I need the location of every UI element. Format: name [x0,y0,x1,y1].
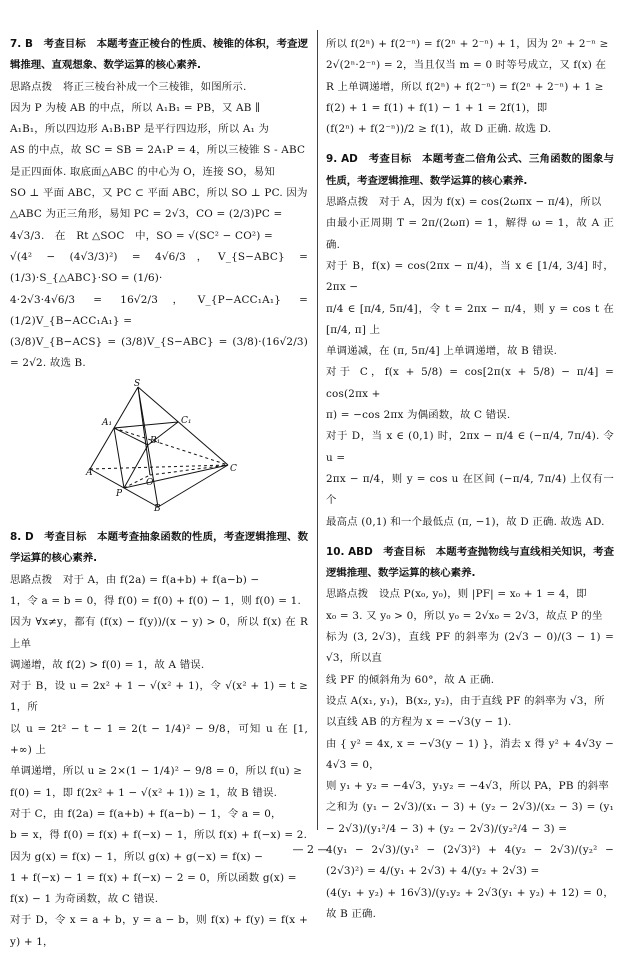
q10-line: 设点 A(x₁, y₁)，B(x₂, y₂)，由于直线 PF 的斜率为 √3，所 [326,694,605,707]
q9-line: 思路点拨 对于 A，因为 f(x) = cos(2ωπx − π/4)，所以 [326,196,602,209]
page-number: — 2 — [292,843,329,856]
q8-line: b = x，得 f(0) = f(x) + f(−x) − 1，所以 f(x) + f(−x) = 2. [10,829,308,842]
q10-line: 线 PF 的倾斜角为 60°，故 A 正确. [326,673,495,686]
q7-line: 4√3/3. 在 Rt △SOC 中，SO = √(SC² − CO²) = [10,229,273,242]
label-C: C [230,463,237,474]
q9-line: 由最小正周期 T = 2π/(2ωπ) = 1，解得 ω = 1，故 A 正确. [326,217,614,251]
q8-cont-line: 2√(2ⁿ·2⁻ⁿ) = 2，当且仅当 m = 0 时等号成立，又 f(x) 在 [326,59,607,72]
q8-cont-line: f(2) + 1 = f(1) + f(1) − 1 + 1 = 2f(1)，即 [326,101,548,114]
q7-line: AS 的中点，故 SC = SB = 2A₁P = 4，所以三棱锥 S - ABC [10,144,306,157]
q8-line: 对于 B，设 u = 2x² + 1 − √(x² + 1)，令 √(x² + 1) = t ≥ 1，所 [10,680,308,714]
q7-line: 是正四面体. 取底面△ABC 的中心为 O，连接 SO，易知 [10,165,275,178]
q8-line: 因为 g(x) = f(x) − 1，所以 g(x) + g(−x) = f(x) − [10,850,264,863]
q8-cont-line: R 上单调递增，所以 f(2ⁿ) + f(2⁻ⁿ) = f(2ⁿ + 2⁻ⁿ) + 1 ≥ [326,80,604,93]
q10-line: 则 y₁ + y₂ = −4√3，y₁y₂ = −4√3，所以 PA，PB 的斜率 [326,780,609,793]
label-A: A [86,467,93,478]
label-O: O [146,477,154,488]
q9-line: 最高点 (0,1) 和一个最低点 (π, −1)，故 D 正确. 故选 AD. [326,515,605,528]
label-C1: C₁ [181,415,192,426]
q10-line: 以直线 AB 的方程为 x = −√3(y − 1). [326,716,512,729]
q10-line: (4(y₁ + y₂) + 16√3)/(y₁y₂ + 2√3(y₁ + y₂) + 12) = 0，故 B 正确. [326,886,614,920]
q7-line: △ABC 为正三角形，易知 PC = 2√3，CO = (2/3)PC = [10,208,283,221]
q8-line: f(0) = 1，即 f(2x² + 1 − √(x² + 1)) ≥ 1，故 B 错误. [10,786,278,799]
label-S: S [134,378,141,389]
q7-line: √(4² − (4√3/3)²) = 4√6/3，V_{S−ABC} = (1/3)·S_{△ABC}·SO = (1/6)· [10,250,308,285]
q7-line: A₁B₁，所以四边形 A₁B₁BP 是平行四边形，所以 A₁ 为 [10,123,270,136]
q10-line: 4(y₁ − 2√3)/(y₁² − (2√3)²) + 4(y₂ − 2√3)/(y₂² − (2√3)²) = 4/(y₁ + 2√3) + 4/(y₂ + 2√3) = [326,843,614,878]
column-divider [317,30,318,830]
q9-heading: 9. AD 考查目标 本题考查二倍角公式、三角函数的图象与性质，考查逻辑推理、数学运算的核心素养. [326,153,614,187]
label-P: P [116,488,123,499]
left-column [10,34,308,953]
q8-line: 以 u = 2t² − t − 1 = 2(t − 1/4)² − 9/8，可知 u 在 [1, +∞) 上 [10,722,308,757]
q9-line: 对于 C，f(x + 5/8) = cos[2π(x + 5/8) − π/4] = cos(2πx + [326,366,614,400]
q7-line: 4·2√3·4√6/3 = 16√2/3，V_{P−ACC₁A₁} = (1/2)V_{B−ACC₁A₁} = [10,293,308,327]
q10-line: 由 { y² = 4x, x = −√3(y − 1) }，消去 x 得 y² + 4√3y − 4√3 = 0， [326,737,614,771]
q8-line: 1 + f(−x) − 1 = f(x) + f(−x) − 2 = 0，所以函数 g(x) = [10,871,297,884]
q8-line: 调递增，故 f(2) > f(0) = 1，故 A 错误. [10,658,205,671]
q8-line: f(x) − 1 为奇函数，故 C 错误. [10,893,159,906]
label-B: B [154,503,161,514]
q9-line: π/4 ∈ [π/4, 5π/4]，令 t = 2πx − π/4，则 y = cos t 在 [π/4, π] 上 [326,302,614,336]
q10-heading: 10. ABD 考查目标 本题考查抛物线与直线相关知识，考查逻辑推理、数学运算的核心素养. [326,545,614,580]
q9-line: π) = −cos 2πx 为偶函数，故 C 错误. [326,409,511,422]
q8-cont-line: (f(2ⁿ) + f(2⁻ⁿ))/2 ≥ f(1)，故 D 正确. 故选 D. [326,123,552,136]
q8-line: 1，令 a = b = 0，得 f(0) = f(0) + f(0) − 1，则 f(0) = 1. [10,594,301,607]
q8-heading: 8. D 考查目标 本题考查抽象函数的性质，考查逻辑推理、数学运算的核心素养. [10,531,308,565]
q8-line: 单调递增，所以 u ≥ 2×(1 − 1/4)² − 9/8 = 0，所以 f(u) ≥ [10,765,303,778]
q9-line: 2πx − π/4，则 y = cos u 在区间 (−π/4, 7π/4) 上仅有一个 [326,472,614,507]
q10-line: 之和为 (y₁ − 2√3)/(x₁ − 3) + (y₂ − 2√3)/(x₂ − 3) = (y₁ − 2√3)/(y₁²/4 − 3) + (y₂ − 2√3)/(y₂²/4 − 3) = [326,801,614,835]
q8-line: 因为 ∀x≠y，都有 (f(x) − f(y))/(x − y) > 0，所以 f(x) 在 R 上单 [10,616,308,650]
label-B1: B₁ [150,435,161,446]
q8-line: 对于 D，令 x = a + b，y = a − b，则 f(x) + f(y) = f(x + y) + 1， [10,914,308,948]
q9-line: 对于 B，f(x) = cos(2πx − π/4)，当 x ∈ [1/4, 3/4] 时，2πx − [326,259,614,294]
q8-line: 对于 C，由 f(2a) = f(a+b) + f(a−b) − 1，令 a = 0， [10,807,282,820]
label-A1: A₁ [102,417,113,428]
q7-line: 思路点拨 将正三棱台补成一个三棱锥，如图所示. [10,80,247,93]
q8-cont-line: 所以 f(2ⁿ) + f(2⁻ⁿ) = f(2ⁿ + 2⁻ⁿ) + 1，因为 2ⁿ + 2⁻ⁿ ≥ [326,38,609,50]
q7-heading: 7. B 考查目标 本题考查正棱台的性质、棱锥的体积，考查逻辑推理、直观想象、数学运算的核心素养. [10,38,308,72]
q9-line: 对于 D，当 x ∈ (0,1) 时，2πx − π/4 ∈ (−π/4, 7π/4). 令 u = [326,430,614,464]
q7-line: SO ⊥ 平面 ABC，又 PC ⊂ 平面 ABC，所以 SO ⊥ PC. 因为 [10,187,308,200]
q10-line: x₀ = 3. 又 y₀ > 0，所以 y₀ = 2√x₀ = 2√3，故点 P 的坐 [326,609,603,622]
q8-line: 思路点拨 对于 A，由 f(2a) = f(a+b) + f(a−b) − [10,573,260,586]
q9-line: 单调递减，在 (π, 5π/4] 上单调递增，故 B 错误. [326,345,558,358]
q10-line: 思路点拨 设点 P(x₀, y₀)，则 |PF| = x₀ + 1 = 4，即 [326,588,587,601]
q7-line: 因为 P 为棱 AB 的中点，所以 A₁B₁ = PB，又 AB ∥ [10,101,261,114]
q10-line: 标为 (3, 2√3)，直线 PF 的斜率为 (2√3 − 0)/(3 − 1) = √3，所以直 [326,631,614,665]
pyramid-figure [86,378,238,514]
right-column [326,34,614,925]
q7-line: (3/8)V_{B−ACS} = (3/8)V_{S−ABC} = (3/8)·(16√2/3) = 2√2. 故选 B. [10,336,308,370]
